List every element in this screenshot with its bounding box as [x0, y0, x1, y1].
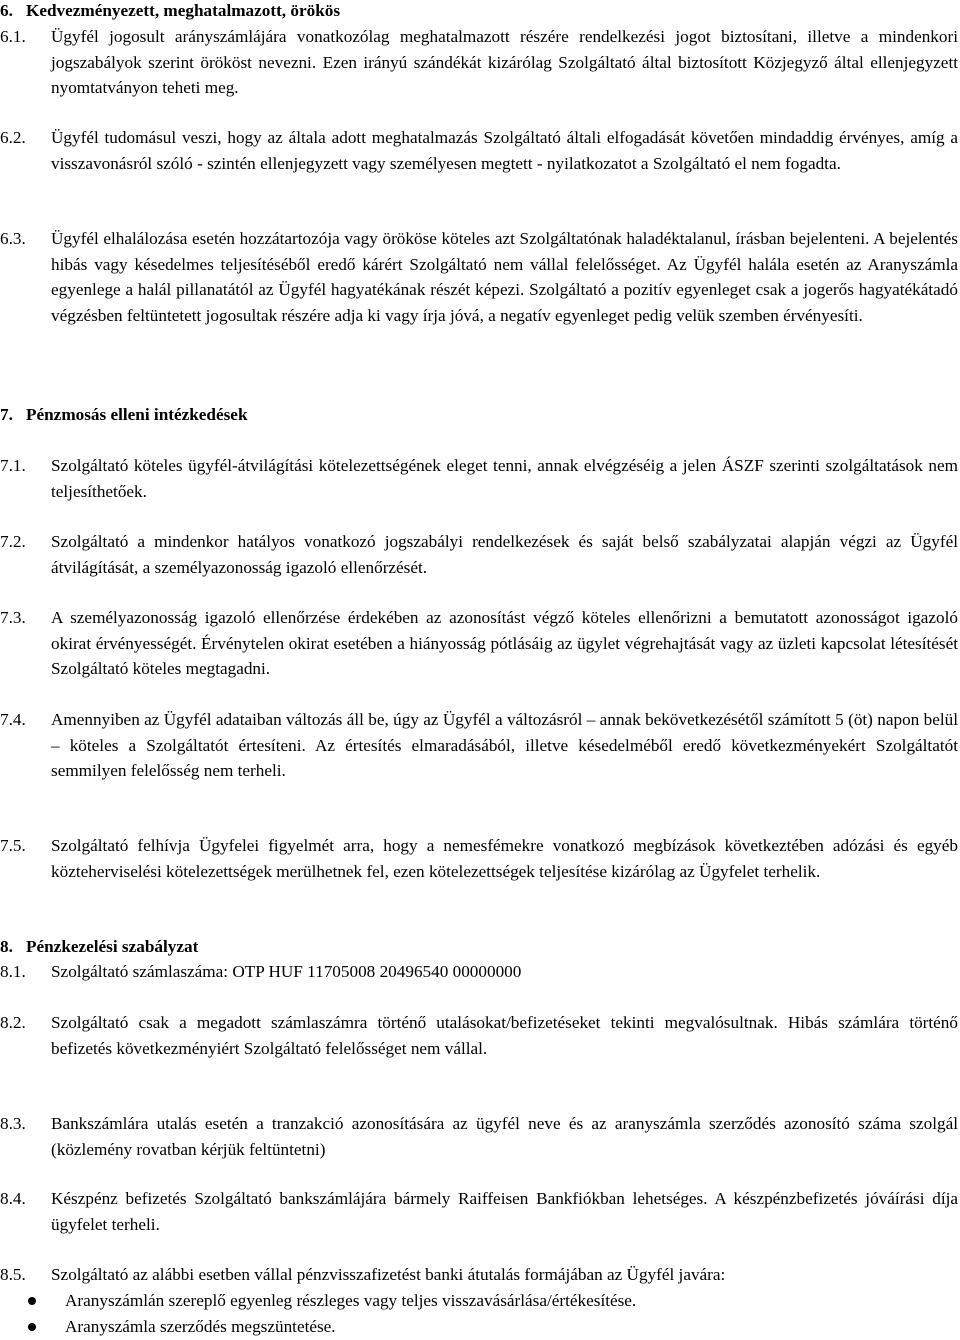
- paragraph-8-2: [0, 1010, 958, 1061]
- list-item: [0, 1288, 958, 1314]
- section-7-number: 7.: [0, 405, 13, 424]
- paragraph-text: Ügyfél jogosult arányszámlájára vonatkozólag meghatalmazott részére rendelkezési jogot biztosítani, illetve a mindenkori jogszabályok szerint örököst nevezni. Ezen irányú szándékát kizárólag Szolgáltató által biztosított Közjegyző által ellenjegyzett nyomtatványon teheti meg.: [51, 27, 958, 98]
- bullet-icon: [0, 1288, 65, 1314]
- section-7-heading: [0, 402, 248, 428]
- paragraph-6-2: [0, 125, 958, 176]
- paragraph-number: 7.5.: [0, 836, 26, 855]
- paragraph-text: Szolgáltató az alábbi esetben vállal pénzvisszafizetést banki átutalás formájában az Ügyfél javára:: [51, 1265, 726, 1284]
- paragraph-number: 8.5.: [0, 1265, 26, 1284]
- paragraph-6-1: [0, 24, 958, 101]
- list-item-text: Aranyszámla szerződés megszüntetése.: [65, 1316, 336, 1336]
- paragraph-number: 7.1.: [0, 456, 26, 475]
- paragraph-7-3: [0, 605, 958, 682]
- list-item: [0, 1314, 958, 1340]
- section-6-title: Kedvezményezett, meghatalmazott, örökös: [26, 1, 341, 20]
- paragraph-number: 8.4.: [0, 1189, 26, 1208]
- section-8-heading: [0, 934, 198, 960]
- paragraph-text: Szolgáltató felhívja Ügyfelei figyelmét arra, hogy a nemesfémekre vonatkozó megbízások következtében adózási és egyéb közteherviselési kötelezettségek merülhetnek fel, ezen kötelezettségek teljesítése kizárólag az Ügyfelet terhelik.: [51, 836, 958, 881]
- paragraph-7-4: [0, 707, 958, 784]
- paragraph-number: 6.2.: [0, 128, 26, 147]
- paragraph-8-5: [0, 1262, 958, 1288]
- paragraph-7-1: [0, 453, 958, 504]
- list-item-text: Aranyszámlán szereplő egyenleg részleges vagy teljes visszavásárlása/értékesítése.: [65, 1291, 637, 1310]
- section-7-title: Pénzmosás elleni intézkedések: [26, 405, 248, 424]
- paragraph-8-4: [0, 1186, 958, 1237]
- refund-cases-list: [0, 1288, 958, 1339]
- paragraph-number: 8.1.: [0, 962, 26, 981]
- paragraph-text: A személyazonosság igazoló ellenőrzése érdekében az azonosítást végző köteles ellenőrizni a bemutatott azonosságot igazoló okirat érvényességét. Érvénytelen okirat esetében a hiányosság pótlásáig az ügylet végrehajtását vagy az üzleti kapcsolat létesítését Szolgáltató köteles megtagadni.: [51, 608, 958, 679]
- paragraph-text: Szolgáltató csak a megadott számlaszámra történő utalásokat/befizetéseket tekinti megvalósultnak. Hibás számlára történő befizetés következményiért Szolgáltató felelősséget nem vállal.: [51, 1013, 958, 1058]
- paragraph-7-5: [0, 833, 958, 884]
- paragraph-text: Készpénz befizetés Szolgáltató bankszámlájára bármely Raiffeisen Bankfiókban lehetséges. A készpénzbefizetés jóváírási díja ügyfelet terheli.: [51, 1189, 958, 1234]
- paragraph-text: Bankszámlára utalás esetén a tranzakció azonosítására az ügyfél neve és az aranyszámla szerződés azonosító száma szolgál (közlemény rovatban kérjük feltüntetni): [51, 1114, 958, 1159]
- paragraph-number: 7.4.: [0, 710, 26, 729]
- bullet-icon: [0, 1314, 65, 1340]
- section-8-number: 8.: [0, 937, 13, 956]
- paragraph-text: Ügyfél elhalálozása esetén hozzátartozója vagy örököse köteles azt Szolgáltatónak haladéktalanul, írásban bejelenteni. A bejelentés hibás vagy késedelmes teljesítéséből eredő kárért Szolgáltató nem vállal felelősséget. Az Ügyfél halála esetén az Aranyszámla egyenlege a halál pillanatától az Ügyfél hagyatékának részét képezi. Szolgáltató a pozitív egyenleget csak a jogerős hagyatékátadó végzésben feltüntetett jogosultak részére adja ki vagy írja jóvá, a negatív egyenleget pedig velük szemben érvényesíti.: [51, 229, 958, 325]
- paragraph-number: 6.1.: [0, 27, 26, 46]
- paragraph-number: 8.2.: [0, 1013, 26, 1032]
- paragraph-7-2: [0, 529, 958, 580]
- section-8-title: Pénzkezelési szabályzat: [26, 937, 199, 956]
- section-6-heading: [0, 0, 340, 24]
- paragraph-8-1: [0, 959, 958, 985]
- paragraph-6-3: [0, 226, 958, 328]
- paragraph-text: Ügyfél tudomásul veszi, hogy az általa adott meghatalmazás Szolgáltató általi elfogadását követően mindaddig érvényes, amíg a visszavonásról szóló - szintén ellenjegyzett vagy személyesen megtett - nyilatkozatot a Szolgáltató el nem fogadta.: [51, 128, 958, 173]
- paragraph-number: 8.3.: [0, 1114, 26, 1133]
- paragraph-text: Szolgáltató a mindenkor hatályos vonatkozó jogszabályi rendelkezések és saját belső szabályzatai alapján végzi az Ügyfél átvilágítását, a személyazonosság igazoló ellenőrzését.: [51, 532, 958, 577]
- section-6-number: 6.: [0, 1, 13, 20]
- paragraph-8-3: [0, 1111, 958, 1162]
- paragraph-text: Szolgáltató számlaszáma: OTP HUF 11705008 20496540 00000000: [51, 962, 522, 981]
- paragraph-text: Amennyiben az Ügyfél adataiban változás áll be, úgy az Ügyfél a változásról – annak bekövetkezésétől számított 5 (öt) napon belül – köteles a Szolgáltatót értesíteni. Az értesítés elmaradásából, illetve késedelméből eredő következményekért Szolgáltatót semmilyen felelősség nem terheli.: [51, 710, 958, 781]
- paragraph-number: 7.3.: [0, 608, 26, 627]
- paragraph-number: 7.2.: [0, 532, 26, 551]
- paragraph-text: Szolgáltató köteles ügyfél-átvilágítási kötelezettségének eleget tenni, annak elvégzéséig a jelen ÁSZF szerinti szolgáltatások nem teljesíthetőek.: [51, 456, 958, 501]
- paragraph-number: 6.3.: [0, 229, 26, 248]
